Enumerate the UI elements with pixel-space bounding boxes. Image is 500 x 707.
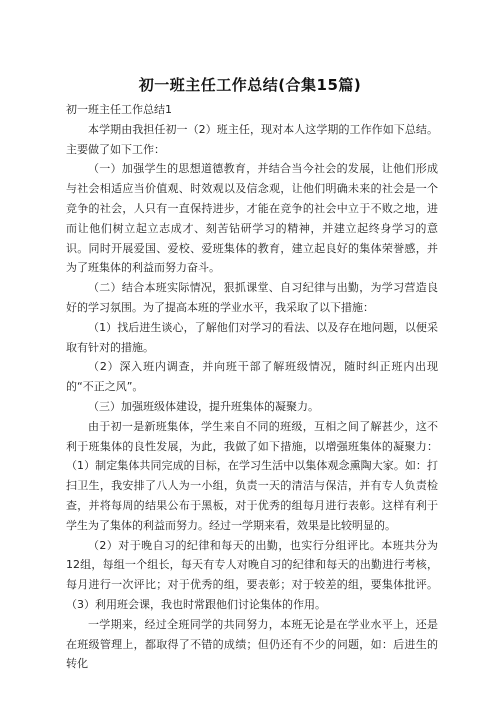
paragraph-intro: 本学期由我担任初一（2）班主任，现对本人这学期的工作作如下总结。主要做了如下工作： <box>66 122 438 156</box>
paragraph-cohesion: 由于初一是新班集体，学生来自不同的班级，互相之间了解甚少，这不利于班集体的良性发展，为此，我做了如下措施，以增强班集体的凝聚力：（1）制定集体共同完成的目标，在学习生活中以集体观念熏陶大家。如：打扫卫生，我安排了八人为一小组，负责一天的清洁与保洁，并有专人负责检查，并将每周的结果公布于黑板，对于优秀的组每月进行表彰。这样有利于学生为了集体的利益而努力。经过一学期来看，效果是比较明显的。 <box>66 419 438 532</box>
paragraph-evening-study: （2）对于晚自习的纪律和每天的出勤，也实行分组评比。本班共分为12组，每组一个组长，每天有专人对晚自习的纪律和每天的出勤进行考核，每月进行一次评比；对于优秀的组，要表彰；对于较差的组，要集体批评。（3）利用班会课，我也时常跟他们讨论集体的作用。 <box>66 538 438 611</box>
paragraph-measure-1: （1）找后进生谈心，了解他们对学习的看法、以及存在地问题，以便采取有针对的措施。 <box>66 320 438 354</box>
paragraph-moral-education: （一）加强学生的思想道德教育，并结合当今社会的发展，让他们形成与社会相适应当价值观、时效观以及信念观，让他们明确未来的社会是一个竞争的社会，人只有一直保持进步，才能在竞争的社会中立于不败之地，进而让他们树立起立志成才、刻苦钻研学习的精神，并建立起终身学习的意识。同时开展爱国、爱校、爱班集体的教育，建立起良好的集体荣誉感，并为了班集体的利益而努力奋斗。 <box>66 162 438 275</box>
paragraph-class-building: （三）加强班级体建设，提升班集体的凝聚力。 <box>88 399 319 413</box>
paragraph-semester-summary: 一学期来，经过全班同学的共同努力，本班无论是在学业水平上，还是在班级管理上，都取得了不错的成绩；但仍还有不少的问题，如：后进生的转化 <box>66 617 438 671</box>
document-title: 初一班主任工作总结(合集15篇) <box>138 76 362 94</box>
paragraph-discipline: （二）结合本班实际情况，狠抓课堂、自习纪律与出勤，为学习营造良好的学习氛围。为了提高本班的学业水平，我采取了以下措施： <box>66 281 438 314</box>
document-body <box>66 100 438 674</box>
section-heading: 初一班主任工作总结1 <box>66 103 172 116</box>
paragraph-measure-2: （2）深入班内调查，并向班干部了解班级情况，随时纠正班内出现的“不正之风”。 <box>66 360 438 394</box>
